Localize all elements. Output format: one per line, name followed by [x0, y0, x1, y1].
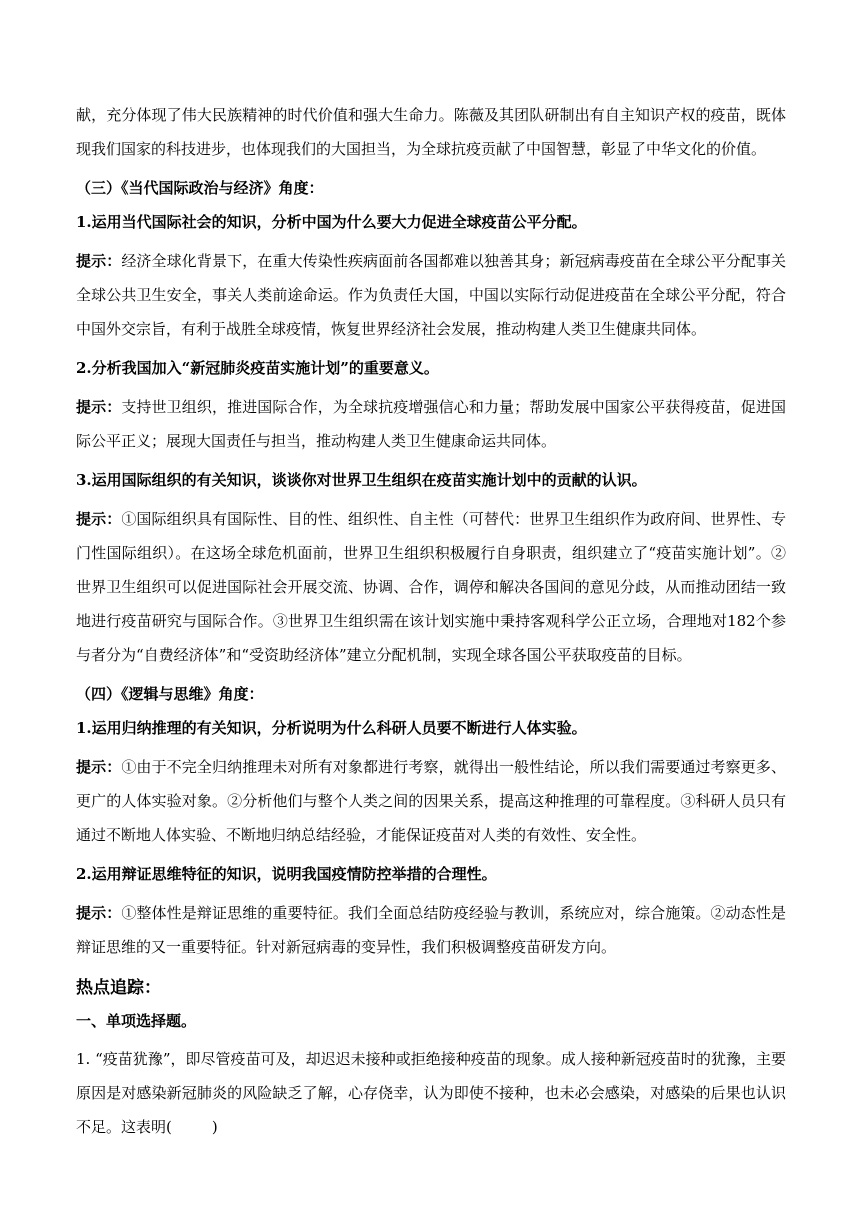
hint-label: 提示：	[76, 398, 122, 416]
document-page	[76, 98, 786, 1154]
question-1-close: )	[211, 1118, 218, 1136]
s3-q1-hint	[76, 244, 786, 346]
s4-q2: 2.运用辩证思维特征的知识，说明我国疫情防控举措的合理性。	[76, 865, 497, 883]
question-1-text: 1. “疫苗犹豫”，即尽管疫苗可及，却迟迟未接种或拒绝接种疫苗的现象。成人接种新冠疫苗时的犹豫，主要原因是对感染新冠肺炎的风险缺乏了解，心存侥幸，认为即使不接种，也未必会感染，对感染的后果也认识不足。这表明(	[76, 1050, 786, 1136]
hint-label: 提示：	[76, 252, 122, 270]
intro-continuation: 献，充分体现了伟大民族精神的时代价值和强大生命力。陈薇及其团队研制出有自主知识产权的疫苗，既体现我们国家的科技进步，也体现我们的大国担当，为全球抗疫贡献了中国智慧，彰显了中华文化的价值。	[76, 106, 786, 158]
hint-text: ①国际组织具有国际性、目的性、组织性、自主性（可替代：世界卫生组织作为政府间、世界性、专门性国际组织）。在这场全球危机面前，世界卫生组织积极履行自身职责，组织建立了“疫苗实施计划”。②世界卫生组织可以促进国际社会开展交流、协调、合作，调停和解决各国间的意见分歧，从而推动团结一致地进行疫苗研究与国际合作。③世界卫生组织需在该计划实施中秉持客观科学公正立场，合理地对182个参与者分为“自费经济体”和“受资助经济体”建立分配机制，实现全球各国公平获取疫苗的目标。	[76, 510, 786, 664]
s3-q2-hint	[76, 390, 786, 458]
section-4-title: （四）《逻辑与思维》角度：	[76, 685, 264, 703]
hint-label: 提示：	[76, 758, 122, 776]
hint-text: 支持世卫组织，推进国际合作，为全球抗疫增强信心和力量；帮助发展中国家公平获得疫苗，促进国际公平正义；展现大国责任与担当，推动构建人类卫生健康命运共同体。	[76, 398, 786, 450]
s4-q1: 1.运用归纳推理的有关知识，分析说明为什么科研人员要不断进行人体实验。	[76, 719, 587, 737]
hot-topic-heading: 热点追踪：	[76, 978, 161, 998]
hint-label: 提示：	[76, 510, 122, 528]
s4-q1-hint	[76, 750, 786, 852]
single-choice-heading: 一、单项选择题。	[76, 1012, 197, 1030]
hint-text: ①由于不完全归纳推理未对所有对象都进行考察，就得出一般性结论，所以我们需要通过考察更多、更广的人体实验对象。②分析他们与整个人类之间的因果关系，提高这种推理的可靠程度。③科研人员只有通过不断地人体实验、不断地归纳总结经验，才能保证疫苗对人类的有效性、安全性。	[76, 758, 786, 844]
s4-q2-hint	[76, 896, 786, 964]
question-1	[76, 1042, 786, 1144]
s3-q1: 1.运用当代国际社会的知识，分析中国为什么要大力促进全球疫苗公平分配。	[76, 213, 587, 231]
hint-text: ①整体性是辩证思维的重要特征。我们全面总结防疫经验与教训，系统应对，综合施策。②动态性是辩证思维的又一重要特征。针对新冠病毒的变异性，我们积极调整疫苗研发方向。	[76, 904, 786, 956]
s3-q2: 2.分析我国加入“新冠肺炎疫苗实施计划”的重要意义。	[76, 359, 439, 377]
hint-text: 经济全球化背景下，在重大传染性疾病面前各国都难以独善其身；新冠病毒疫苗在全球公平分配事关全球公共卫生安全，事关人类前途命运。作为负责任大国，中国以实际行动促进疫苗在全球公平分配，符合中国外交宗旨，有利于战胜全球疫情，恢复世界经济社会发展，推动构建人类卫生健康共同体。	[76, 252, 786, 338]
hint-label: 提示：	[76, 904, 122, 922]
s3-q3-hint	[76, 502, 786, 672]
section-3-title: （三）《当代国际政治与经济》角度：	[76, 179, 324, 197]
s3-q3: 3.运用国际组织的有关知识，谈谈你对世界卫生组织在疫苗实施计划中的贡献的认识。	[76, 471, 647, 489]
